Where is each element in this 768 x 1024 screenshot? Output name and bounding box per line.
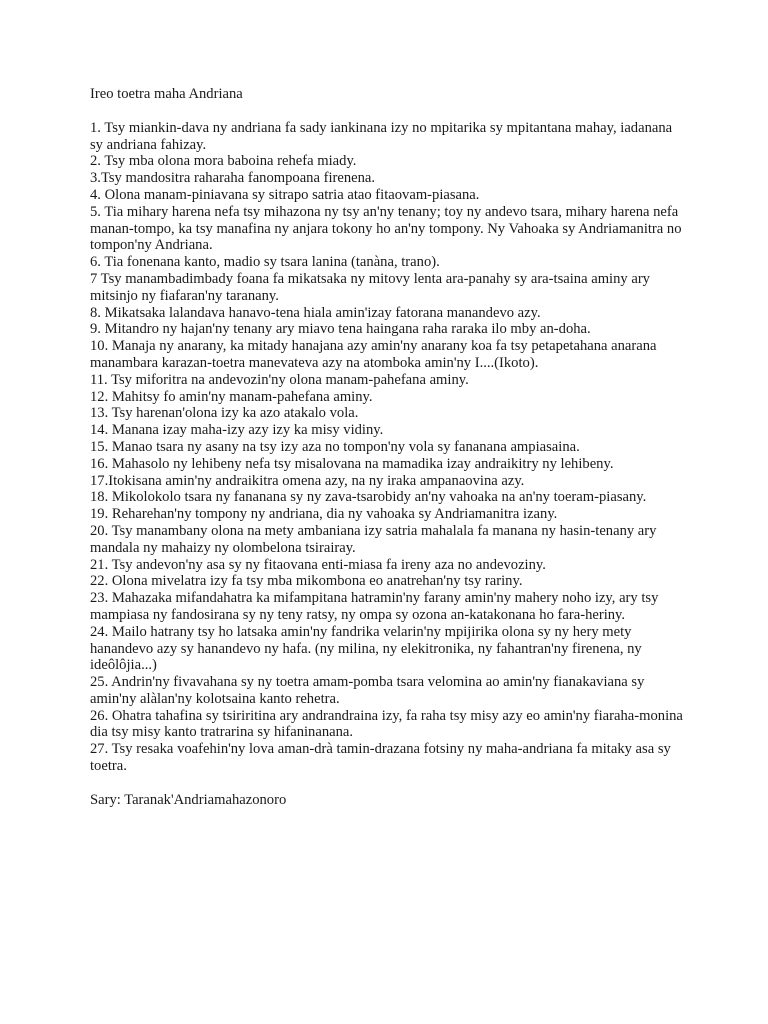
image-credit: Sary: Taranak'Andriamahazonoro	[90, 791, 287, 808]
list-item: 4. Olona manam-piniavana sy sitrapo satria atao fitaovam-piasana.	[90, 186, 480, 203]
list-item: 24. Mailo hatrany tsy ho latsaka amin'ny fandrika velarin'ny mpijirika olona sy ny hery mety hanandevo azy sy hanandevo ny hafa. (ny milina, ny elekitronika, ny fahantran'ny firenena, ny ideôlôjia...)	[90, 623, 642, 674]
list-item: 20. Tsy manambany olona na mety ambaniana izy satria mahalala fa manana ny hasin-tenany ary mandala ny mahaizy ny olombelona tsirairay.	[90, 522, 657, 556]
list-item: 2. Tsy mba olona mora baboina rehefa miady.	[90, 153, 357, 170]
list-item: 25. Andrin'ny fivavahana sy ny toetra amam-pomba tsara velomina ao amin'ny fianakaviana sy amin'ny alàlan'ny kolotsaina kanto rehetra.	[90, 674, 645, 707]
list-item: 21. Tsy andevon'ny asa sy ny fitaovana enti-miasa fa ireny aza no andevoziny.	[90, 556, 546, 573]
list-item: 19. Reharehan'ny tompony ny andriana, dia ny vahoaka sy Andriamanitra izany.	[90, 506, 558, 523]
document-title: Ireo toetra maha Andriana	[90, 86, 243, 102]
list-item: 6. Tia fonenana kanto, madio sy tsara lanina (tanàna, trano).	[90, 254, 440, 271]
list-item: 11. Tsy miforitra na andevozin'ny olona manam-pahefana aminy.	[90, 371, 469, 388]
list-item: 12. Mahitsy fo amin'ny manam-pahefana aminy.	[90, 388, 373, 405]
list-item: 7 Tsy manambadimbady foana fa mikatsaka ny mitovy lenta ara-panahy sy ara-tsaina aminy ary mitsinjo ny fiafaran'ny taranany.	[90, 270, 650, 304]
document-page	[90, 86, 688, 809]
list-item: 22. Olona mivelatra izy fa tsy mba mikombona eo anatrehan'ny tsy rariny.	[90, 573, 523, 590]
list-item: 16. Mahasolo ny lehibeny nefa tsy misalovana na mamadika izay andraikitry ny lehibeny.	[90, 455, 614, 472]
list-item: 27. Tsy resaka voafehin'ny lova aman-drà tamin-drazana fotsiny ny maha-andriana fa mitaky asa sy toetra.	[90, 741, 671, 775]
list-item: 26. Ohatra tahafina sy tsiriritina ary andrandraina izy, fa raha tsy misy azy eo amin'ny fiaraha-monina dia tsy misy kanto tratrarina sy hifaninanana.	[90, 707, 683, 741]
list-item: 14. Manana izay maha-izy azy izy ka misy vidiny.	[90, 422, 384, 439]
list-item: 18. Mikolokolo tsara ny fananana sy ny zava-tsarobidy an'ny vahoaka na an'ny toeram-piasany.	[90, 489, 647, 506]
list-item: 23. Mahazaka mifandahatra ka mifampitana hatramin'ny farany amin'ny mahery noho izy, ary tsy mampiasa ny fandosirana sy ny teny ratsy, ny ompa sy ozona an-katakonana ho fara-heriny.	[90, 590, 659, 623]
list-item: 13. Tsy harenan'olona izy ka azo atakalo vola.	[90, 405, 359, 422]
traits-list	[90, 120, 688, 775]
list-item: 15. Manao tsara ny asany na tsy izy aza no tompon'ny vola sy fananana ampiasaina.	[90, 438, 580, 455]
list-item: 9. Mitandro ny hajan'ny tenany ary miavo tena haingana raha raraka ilo mby an-doha.	[90, 321, 591, 338]
list-item: 3.Tsy mandositra raharaha fanompoana firenena.	[90, 170, 376, 187]
list-item: 8. Mikatsaka lalandava hanavo-tena hiala amin'izay fatorana manandevo azy.	[90, 304, 541, 321]
list-item: 10. Manaja ny anarany, ka mitady hanajana azy amin'ny anarany koa fa tsy petapetahana anarana manambara karazan-toetra manevateva azy na atomboka amin'ny I....(Ikoto).	[90, 338, 657, 371]
list-item: 5. Tia mihary harena nefa tsy mihazona ny tsy an'ny tenany; toy ny andevo tsara, mihary harena nefa manan-tompo, ka tsy manafina ny anjara tokony ho an'ny tompony. Ny Vahoaka sy Andriamanitra no tompon'ny Andriana.	[90, 203, 682, 254]
list-item: 1. Tsy miankin-dava ny andriana fa sady iankinana izy no mpitarika sy mpitantana mahay, iadanana sy andriana fahizay.	[90, 119, 673, 153]
list-item: 17.Itokisana amin'ny andraikitra omena azy, na ny iraka ampanaovina azy.	[90, 472, 525, 489]
